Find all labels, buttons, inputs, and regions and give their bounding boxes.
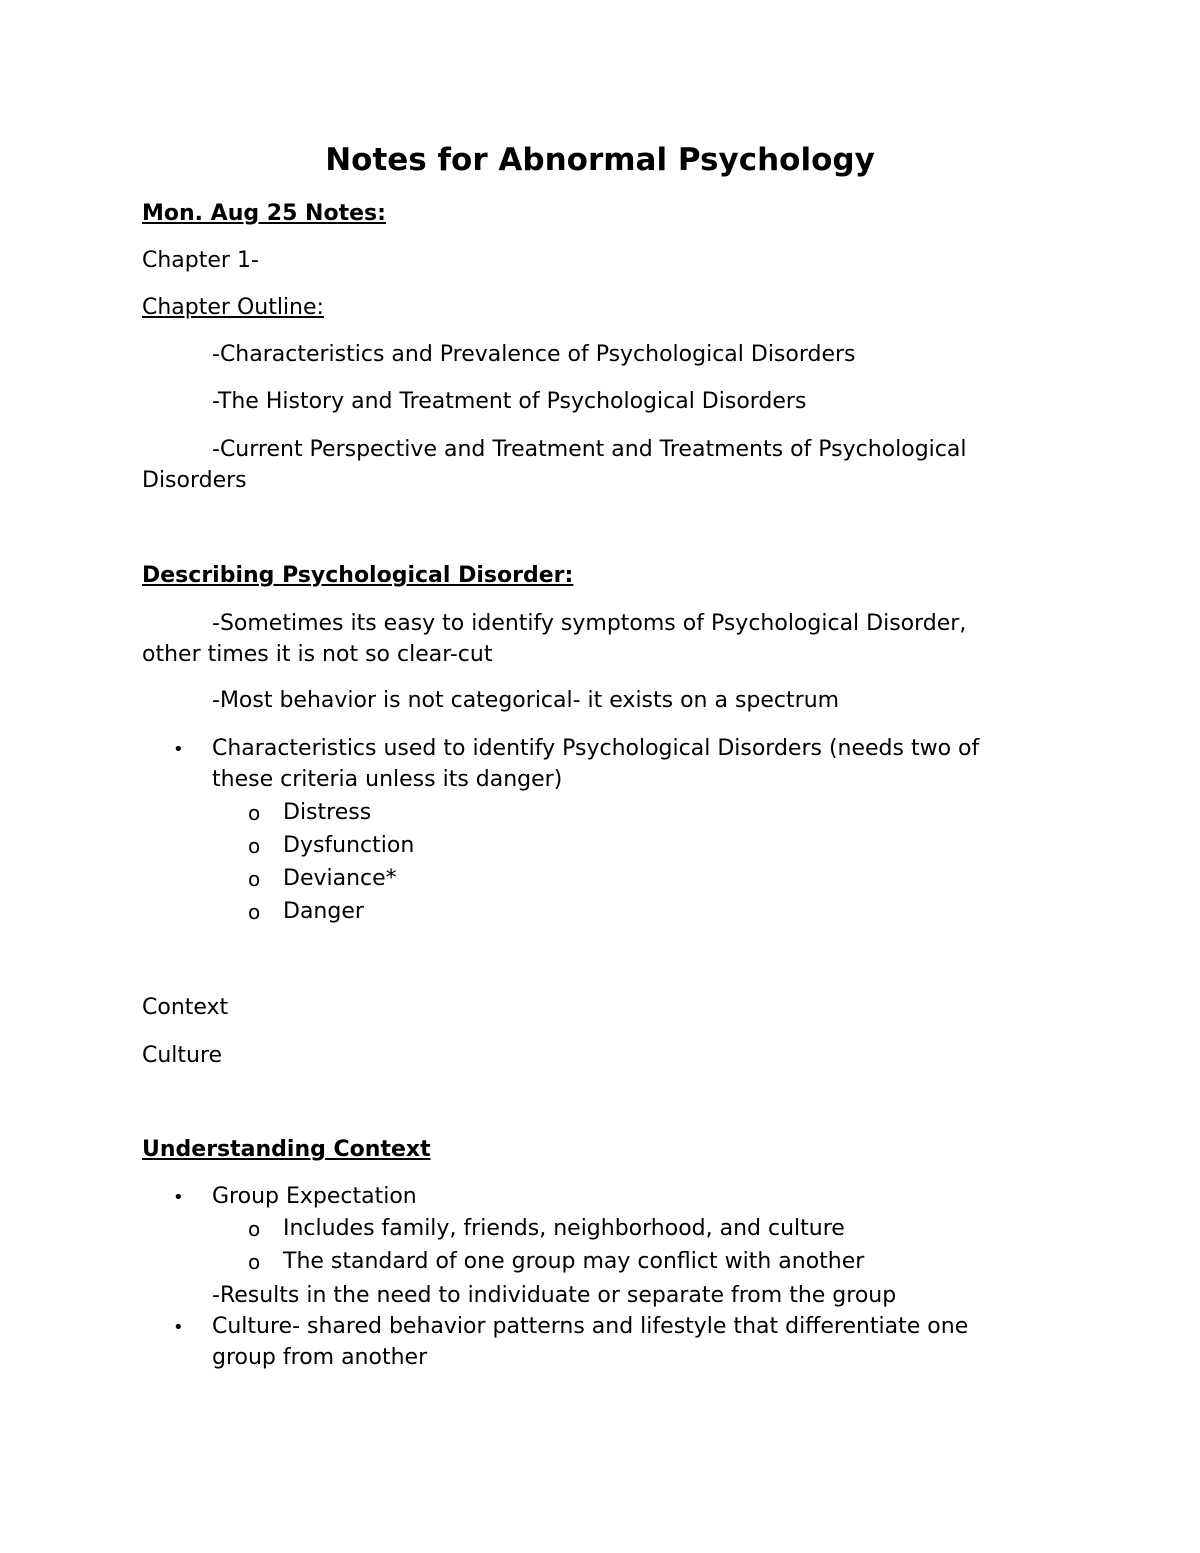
outline-heading: Chapter Outline:	[142, 295, 324, 320]
bullet-text: Characteristics used to identify Psychological Disorders (needs two of	[212, 736, 980, 761]
date-heading: Mon. Aug 25 Notes:	[142, 201, 386, 226]
bullet-icon: •	[173, 739, 184, 760]
circle-bullet-icon: o	[248, 801, 261, 825]
bullet-text-continuation: these criteria unless its danger)	[212, 767, 563, 792]
outline-item: -The History and Treatment of Psychological Disorders	[212, 389, 807, 414]
criteria-item: Distress	[283, 800, 372, 825]
criteria-item: Danger	[283, 899, 364, 924]
criteria-item: Deviance*	[283, 866, 397, 891]
circle-bullet-icon: o	[248, 900, 261, 924]
bullet-icon: •	[173, 1187, 184, 1208]
circle-bullet-icon: o	[248, 1217, 261, 1241]
bullet-text: Group Expectation	[212, 1184, 417, 1209]
criteria-item: Dysfunction	[283, 833, 415, 858]
page-title: Notes for Abnormal Psychology	[325, 142, 875, 178]
circle-bullet-icon: o	[248, 1250, 261, 1274]
sub-item: The standard of one group may conflict with another	[283, 1249, 865, 1274]
circle-bullet-icon: o	[248, 867, 261, 891]
bullet-icon: •	[173, 1317, 184, 1338]
describing-para-continuation: other times it is not so clear-cut	[142, 642, 493, 667]
bullet-text-continuation: group from another	[212, 1345, 428, 1370]
describing-para: -Most behavior is not categorical- it exists on a spectrum	[212, 688, 840, 713]
culture-word: Culture	[142, 1043, 223, 1068]
understanding-heading: Understanding Context	[142, 1137, 431, 1162]
sub-item: Includes family, friends, neighborhood, and culture	[283, 1216, 845, 1241]
chapter-label: Chapter 1-	[142, 248, 259, 273]
outline-item: -Current Perspective and Treatment and Treatments of Psychological	[212, 437, 967, 462]
result-line: -Results in the need to individuate or separate from the group	[212, 1283, 897, 1308]
outline-item-continuation: Disorders	[142, 468, 247, 493]
describing-para: -Sometimes its easy to identify symptoms of Psychological Disorder,	[212, 611, 967, 636]
outline-item: -Characteristics and Prevalence of Psychological Disorders	[212, 342, 856, 367]
context-word: Context	[142, 995, 229, 1020]
bullet-text: Culture- shared behavior patterns and lifestyle that differentiate one	[212, 1314, 969, 1339]
circle-bullet-icon: o	[248, 834, 261, 858]
describing-heading: Describing Psychological Disorder:	[142, 563, 574, 588]
